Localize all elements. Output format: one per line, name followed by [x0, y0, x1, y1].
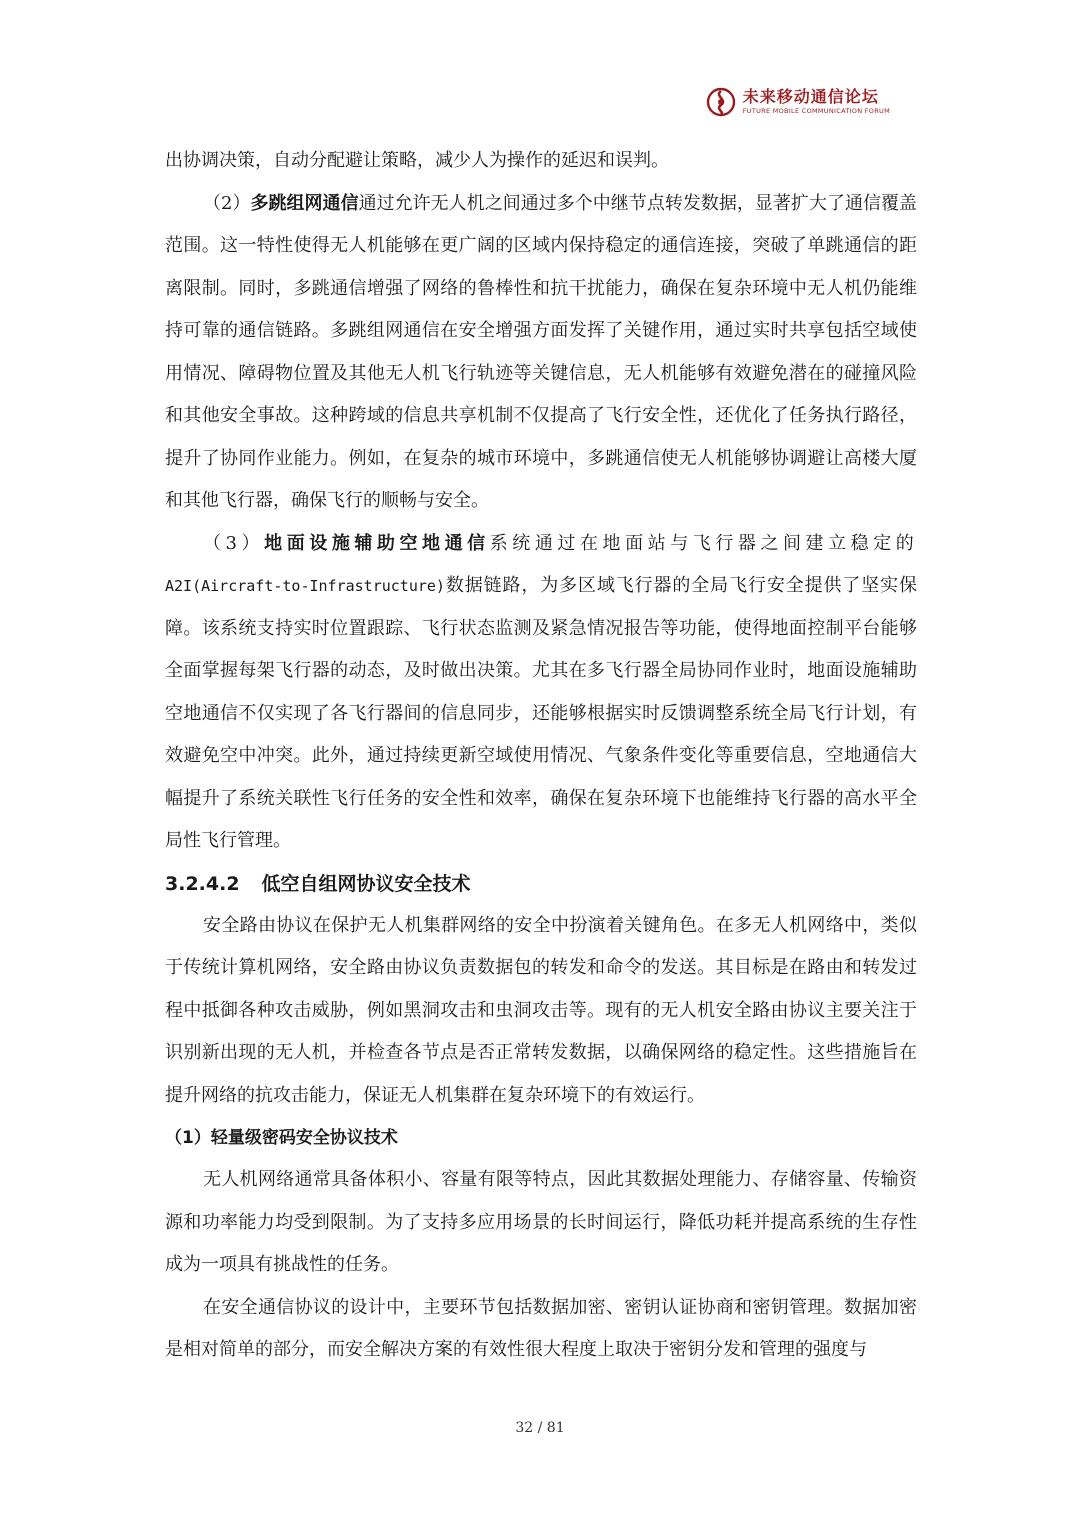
page-header: [705, 86, 890, 118]
page-number: 32 / 81: [515, 1420, 565, 1436]
paragraph-protocol-design: 在安全通信协议的设计中，主要环节包括数据加密、密钥认证协商和密钥管理。数据加密是相对简单的部分，而安全解决方案的有效性很大程度上取决于密钥分发和管理的强度与: [165, 1296, 917, 1360]
item-number: （2）: [203, 192, 251, 214]
paragraph-constraints: 无人机网络通常具备体积小、容量有限等特点，因此其数据处理能力、存储容量、传输资源和功率能力均受到限制。为了支持多应用场景的长时间运行，降低功耗并提高系统的生存性成为一项具有挑战性的任务。: [165, 1169, 917, 1275]
logo-english-text: FUTURE MOBILE COMMUNICATION FORUM: [742, 107, 890, 116]
paragraph-multihop: [165, 183, 917, 523]
paragraph-text: 系统通过在地面站与飞行器之间建立稳定的: [489, 532, 917, 554]
paragraph-secure-routing: 安全路由协议在保护无人机集群网络的安全中扮演着关键角色。在多无人机网络中，类似于传统计算机网络，安全路由协议负责数据包的转发和命令的发送。其目标是在路由和转发过程中抵御各种攻击威胁，例如黑洞攻击和虫洞攻击等。现有的无人机安全路由协议主要关注于识别新出现的无人机，并检查各节点是否正常转发数据，以确保网络的稳定性。这些措施旨在提升网络的抗攻击能力，保证无人机集群在复杂环境下的有效运行。: [165, 914, 917, 1106]
term-bold: 地面设施辅助空地通信: [264, 532, 490, 554]
paragraph-ground-facility: [165, 523, 917, 863]
logo-chinese-text: 未来移动通信论坛: [742, 87, 879, 107]
term-bold: 多跳组网通信: [250, 192, 359, 214]
section-heading: [165, 863, 917, 905]
item-number: （3）: [203, 532, 265, 554]
page-body: [165, 140, 917, 1372]
inline-code-term: A2I(Aircraft-to-Infrastructure): [165, 577, 445, 595]
section-number: 3.2.4.2: [165, 872, 240, 895]
subsection-heading: （1）轻量级密码安全协议技术: [165, 1128, 398, 1148]
forum-logo-icon: [705, 86, 737, 118]
paragraph-text: 通过允许无人机之间通过多个中继节点转发数据，显著扩大了通信覆盖范围。这一特性使得无人机能够在更广阔的区域内保持稳定的通信连接，突破了单跳通信的距离限制。同时，多跳通信增强了网络的鲁棒性和抗干扰能力，确保在复杂环境中无人机仍能维持可靠的通信链路。多跳组网通信在安全增强方面发挥了关键作用，通过实时共享包括空域使用情况、障碍物位置及其他无人机飞行轨迹等关键信息，无人机能够有效避免潜在的碰撞风险和其他安全事故。这种跨域的信息共享机制不仅提高了飞行安全性，还优化了任务执行路径，提升了协同作业能力。例如，在复杂的城市环境中，多跳通信使无人机能够协调避让高楼大厦和其他飞行器，确保飞行的顺畅与安全。: [165, 192, 918, 511]
paragraph-continuation: 出协调决策，自动分配避让策略，减少人为操作的延迟和误判。: [165, 150, 669, 171]
paragraph-text: 数据链路，为多区域飞行器的全局飞行安全提供了坚实保障。该系统支持实时位置跟踪、飞行状态监测及紧急情况报告等功能，使得地面控制平台能够全面掌握每架飞行器的动态，及时做出决策。尤其在多飞行器全局协同作业时，地面设施辅助空地通信不仅实现了各飞行器间的信息同步，还能够根据实时反馈调整系统全局飞行计划，有效避免空中冲突。此外，通过持续更新空域使用情况、气象条件变化等重要信息，空地通信大幅提升了系统关联性飞行任务的安全性和效率，确保在复杂环境下也能维持飞行器的高水平全局性飞行管理。: [165, 575, 917, 851]
section-title: 低空自组网协议安全技术: [261, 872, 471, 895]
